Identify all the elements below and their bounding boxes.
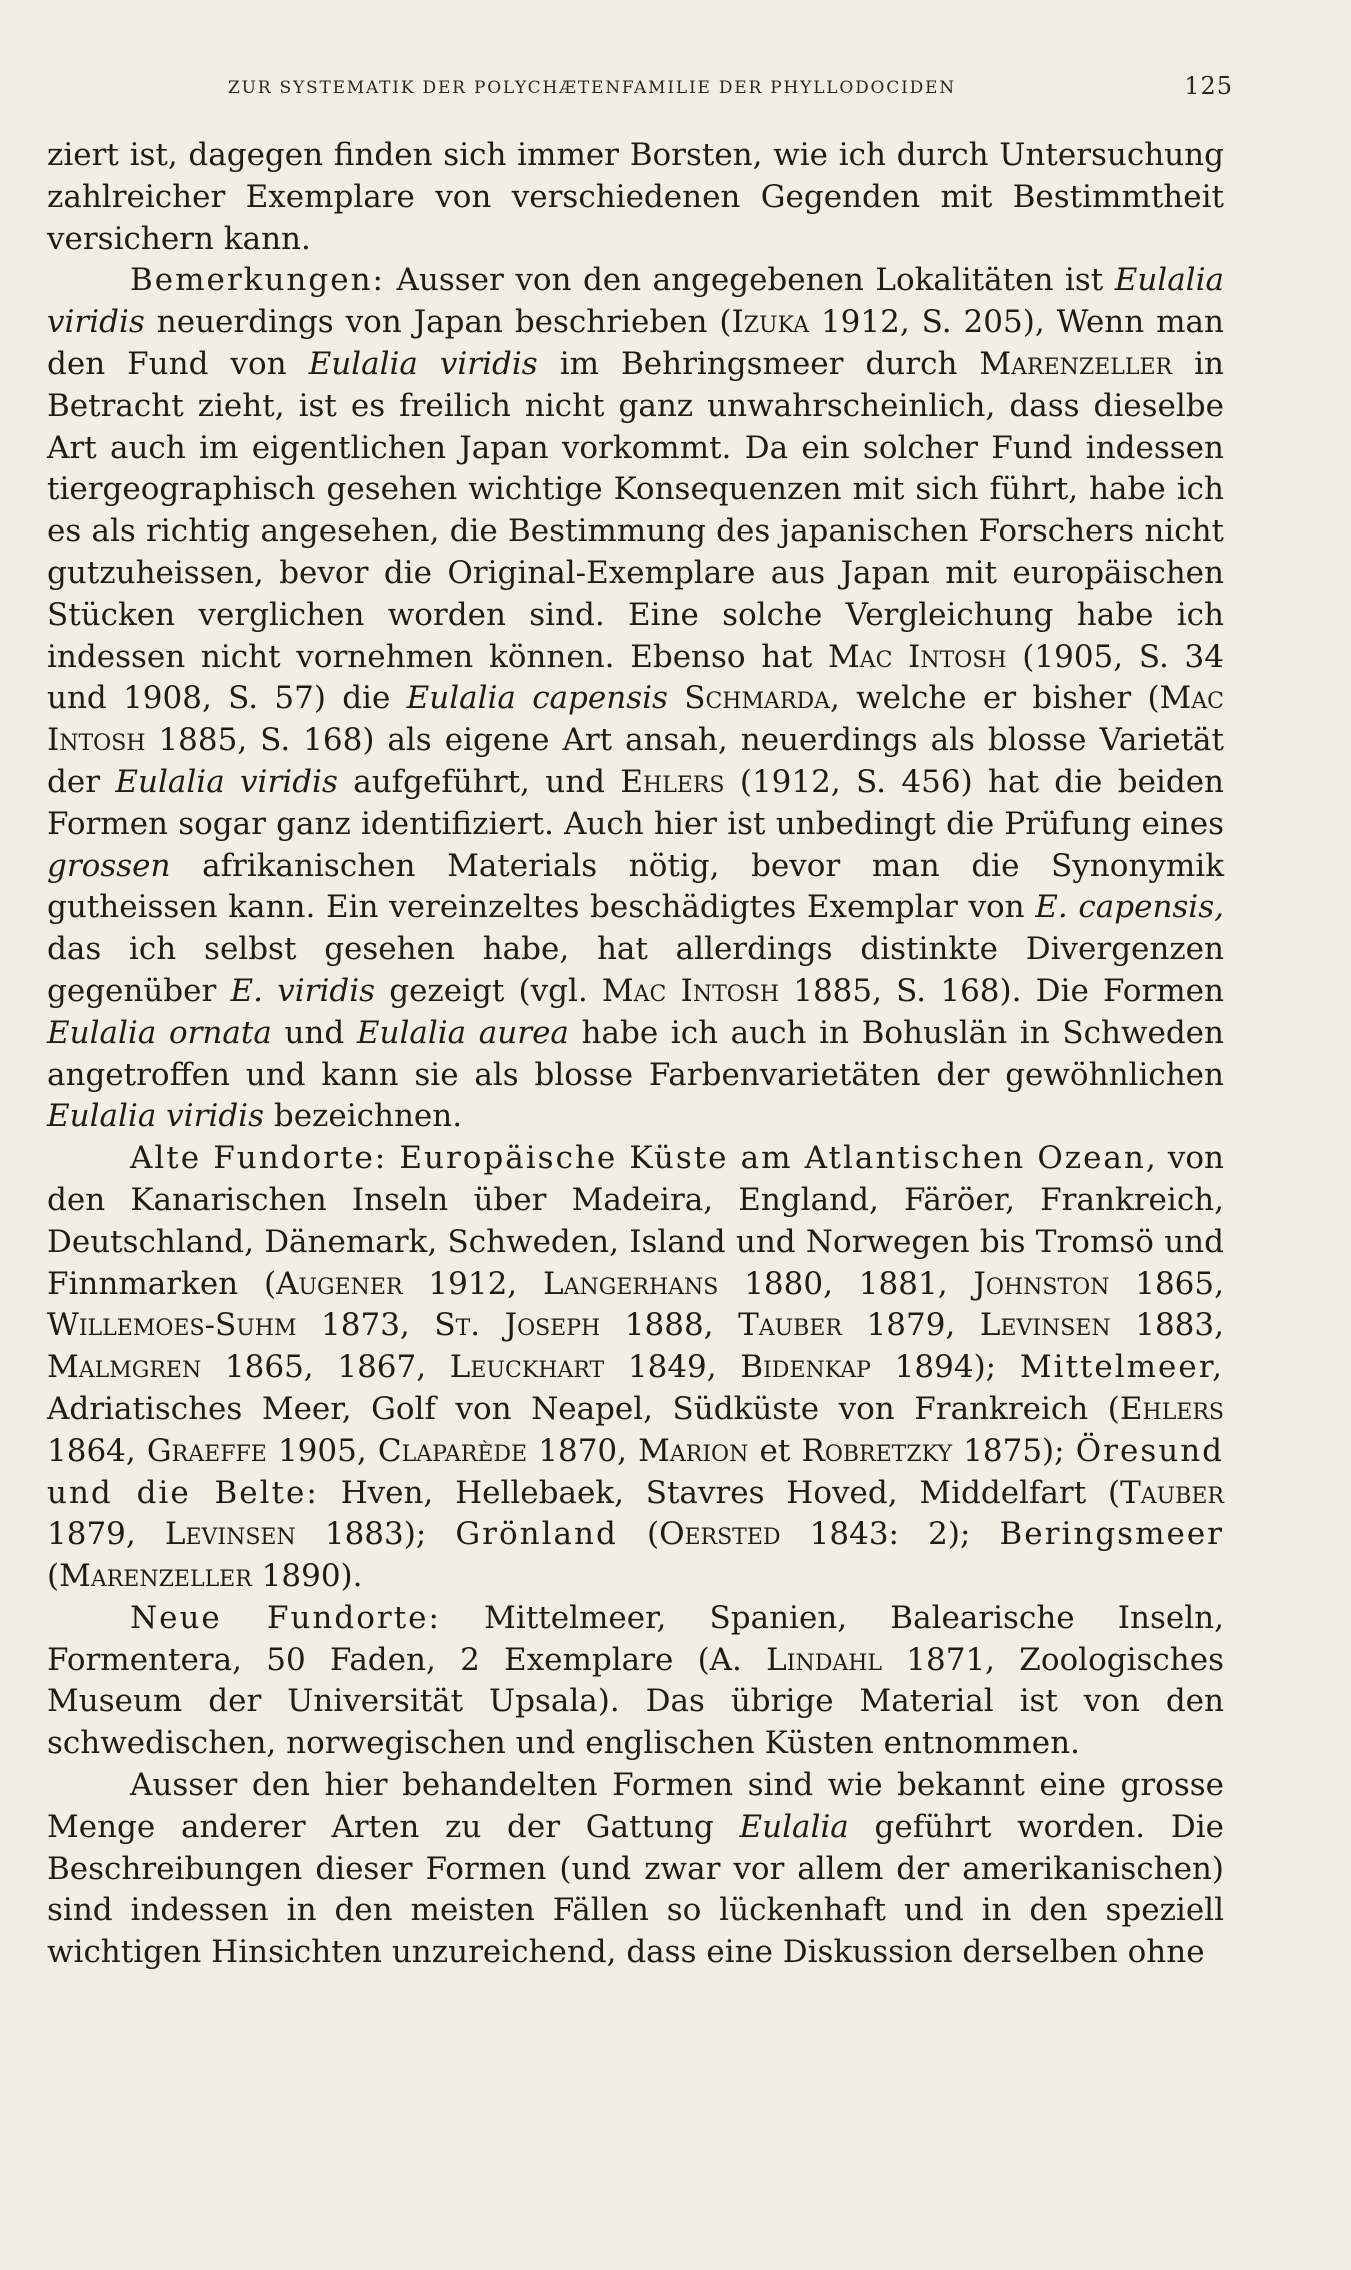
text-run: 1883); <box>295 1516 456 1553</box>
region-heading: Mittelmeer, <box>1019 1349 1224 1386</box>
author-name: Levinsen <box>164 1516 296 1553</box>
text-run: 1885, S. 168). Die Formen <box>779 972 1224 1009</box>
text-run: im Behringsmeer durch <box>537 345 980 382</box>
species-name: Eulalia viridis <box>47 262 1224 341</box>
section-heading: Neue Fundorte: <box>130 1599 441 1636</box>
text-run: neuerdings von Japan beschrieben ( <box>144 304 732 341</box>
author-name: Mac Intosh <box>827 638 1007 675</box>
species-name: E. capensis, <box>1035 889 1224 926</box>
author-name: Claparède <box>377 1432 528 1469</box>
author-name: Bidenkap <box>740 1349 871 1386</box>
text-run: und <box>271 1014 357 1051</box>
paragraph-alte-fundorte <box>47 1138 1224 1598</box>
species-name: Eulalia ornata <box>47 1014 272 1051</box>
text-run: 1879, <box>47 1516 165 1553</box>
text-run: 1912, S. 205), Wenn man den Fund von <box>47 304 1224 382</box>
text-run: et <box>748 1432 802 1469</box>
text-run: 1843: 2); <box>780 1516 1000 1553</box>
emphasis: grossen <box>47 847 171 884</box>
section-heading: Bemerkungen: <box>130 262 386 299</box>
text-run: , welche er bisher ( <box>830 680 1160 717</box>
author-name: Robretzky <box>801 1432 952 1469</box>
text-run: Mittelmeer, Spanien, Balearische Inseln, Formentera, 50 Faden, 2 Exemplare (A. <box>47 1599 1225 1678</box>
author-name: Levinsen <box>979 1307 1111 1344</box>
author-name: Izuka <box>731 304 810 341</box>
author-name: Mac Intosh <box>47 680 1225 759</box>
author-name: Tauber <box>1120 1474 1224 1511</box>
author-name: Augener <box>276 1265 403 1302</box>
author-name: Johnston <box>973 1265 1110 1302</box>
species-name: Eulalia viridis <box>115 763 338 800</box>
text-run: Ausser den hier behandelten Formen sind wie bekannt eine grosse Menge anderer Arten zu der Gattung <box>47 1767 1224 1845</box>
species-name: E. viridis <box>230 972 376 1009</box>
species-name: Eulalia aurea <box>356 1014 569 1051</box>
text-run <box>668 680 684 716</box>
author-name: St. Joseph <box>434 1307 601 1344</box>
author-name: Graeffe <box>146 1432 267 1469</box>
text-run: 1883, <box>1110 1307 1224 1344</box>
text-run: Adriatisches Meer, Golf von Neapel, Südküste von Frankreich ( <box>47 1390 1120 1427</box>
text-run: 1905, <box>266 1432 378 1469</box>
text-run: 1873, <box>296 1307 435 1344</box>
author-name: Willemoes-Suhm <box>47 1307 297 1344</box>
author-name: Schmarda <box>684 680 830 717</box>
author-name: Marenzeller <box>979 345 1173 382</box>
region-heading: Beringsmeer <box>999 1516 1224 1553</box>
author-name: Mac Intosh <box>601 972 780 1009</box>
text-run: afrikanischen Materials nötig, bevor man die Synonymik gutheissen kann. Ein vereinzeltes beschädigtes Exemplar von <box>47 847 1224 926</box>
text-run: (1905, S. 34 und 1908, S. 57) die <box>47 638 1224 717</box>
text-run: das ich selbst gesehen habe, hat allerdings distinkte Divergenzen gegenüber <box>47 931 1224 1009</box>
text-run: 1864, <box>47 1432 147 1469</box>
author-name: Lindahl <box>766 1641 883 1678</box>
author-name: Marenzeller <box>59 1558 252 1595</box>
text-run: 1880, 1881, <box>718 1265 974 1302</box>
paragraph-bemerkungen <box>47 260 1224 1138</box>
text-run: 1865, <box>1109 1265 1224 1302</box>
page-number: 125 <box>1184 72 1233 100</box>
text-run: 1871, Zoologisches Museum der Universität Upsala). Das übrige Material ist von den schwedischen, norwegischen und englischen Küsten entnommen. <box>47 1641 1224 1762</box>
running-title: ZUR SYSTEMATIK DER POLYCHÆTENFAMILIE DER PHYLLODOCIDEN <box>228 78 956 98</box>
author-name: Malmgren <box>47 1349 202 1386</box>
text-run: 1890). <box>251 1558 363 1595</box>
species-name: Eulalia capensis <box>406 680 668 717</box>
text-run: 1885, S. 168) als eigene Art ansah, neuerdings als blosse Varietät der <box>47 722 1224 800</box>
author-name: Tauber <box>738 1307 842 1344</box>
text-run: gezeigt (vgl. <box>375 972 602 1009</box>
author-name: Leuckhart <box>449 1349 605 1386</box>
text-run: 1912, <box>402 1265 544 1302</box>
paragraph-neue-fundorte <box>47 1598 1224 1765</box>
text-run: 1894); <box>870 1349 1020 1386</box>
text-run: ( <box>47 1558 60 1595</box>
text-run: 1879, <box>841 1307 980 1344</box>
text-run: geführt worden. Die Beschreibungen dieser Formen (und zwar vor allem der amerikanischen) sind indessen in den meisten Fällen so lückenhaft und in den speziell wichtigen Hinsichten unzureichend, dass eine Diskussion derselben ohne <box>47 1808 1224 1971</box>
text-run: 1870, <box>527 1432 639 1469</box>
species-name: Eulalia viridis <box>308 345 538 382</box>
text-run: Hven, Hellebaek, Stavres Hoved, Middelfart ( <box>318 1474 1121 1511</box>
author-name: Ehlers <box>620 763 725 800</box>
text-run: von den Kanarischen Inseln über Madeira, England, Färöer, Frankreich, Deutschland, Dänemark, Schweden, Island und Norwegen bis Tromsö und Finnmarken ( <box>47 1140 1224 1302</box>
text-run: habe ich auch in Bohuslän in Schweden angetroffen und kann sie als blosse Farbenvarietäten der gewöhnlichen <box>47 1014 1224 1093</box>
paragraph-continuation <box>47 135 1224 260</box>
text-run: 1888, <box>600 1307 739 1344</box>
region-heading: Grönland <box>455 1516 618 1553</box>
text-run: ziert ist, dagegen finden sich immer Borsten, wie ich durch Untersuchung zahlreicher Exemplare von verschiedenen Gegenden mit Bestimmtheit versichern kann. <box>47 137 1224 257</box>
author-name: Ehlers <box>1119 1390 1224 1427</box>
author-name: Marion <box>638 1432 749 1469</box>
text-run: (1912, S. 456) hat die beiden Formen sogar ganz identifiziert. Auch hier ist unbedingt die Prüfung eines <box>47 763 1225 842</box>
paragraph-closing <box>47 1765 1224 1974</box>
text-run: aufgeführt, und <box>337 763 621 800</box>
text-run: 1849, <box>604 1349 741 1386</box>
text-run: 1865, 1867, <box>201 1349 450 1386</box>
region-heading: Öresund und die Belte: <box>47 1432 1225 1511</box>
text-run: bezeichnen. <box>264 1098 463 1135</box>
section-heading: Alte Fundorte: Europäische Küste am Atlantischen Ozean, <box>130 1140 1158 1177</box>
text-run: 1875); <box>951 1432 1076 1469</box>
text-run: in Betracht zieht, ist es freilich nicht ganz unwahrscheinlich, dass dieselbe Art auch im eigentlichen Japan vorkommt. Da ein solcher Fund indessen tiergeographisch gesehen wichtige Konsequenzen mit sich führt, habe ich es als richtig angesehen, die Bestimmung des japanischen Forschers nicht gutzuheissen, bevor die Original-Exemplare aus Japan mit europäischen Stücken verglichen worden sind. Eine solche Vergleichung habe ich indessen nicht vornehmen können. Ebenso hat <box>47 345 1224 675</box>
author-name: Oersted <box>659 1516 781 1553</box>
text-run: ( <box>617 1516 660 1553</box>
genus-name: Eulalia <box>739 1808 849 1845</box>
body-text <box>47 135 1224 1974</box>
text-run: Ausser von den angegebenen Lokalitäten ist <box>385 262 1115 299</box>
author-name: Langerhans <box>543 1265 719 1302</box>
species-name: Eulalia viridis <box>47 1098 264 1135</box>
